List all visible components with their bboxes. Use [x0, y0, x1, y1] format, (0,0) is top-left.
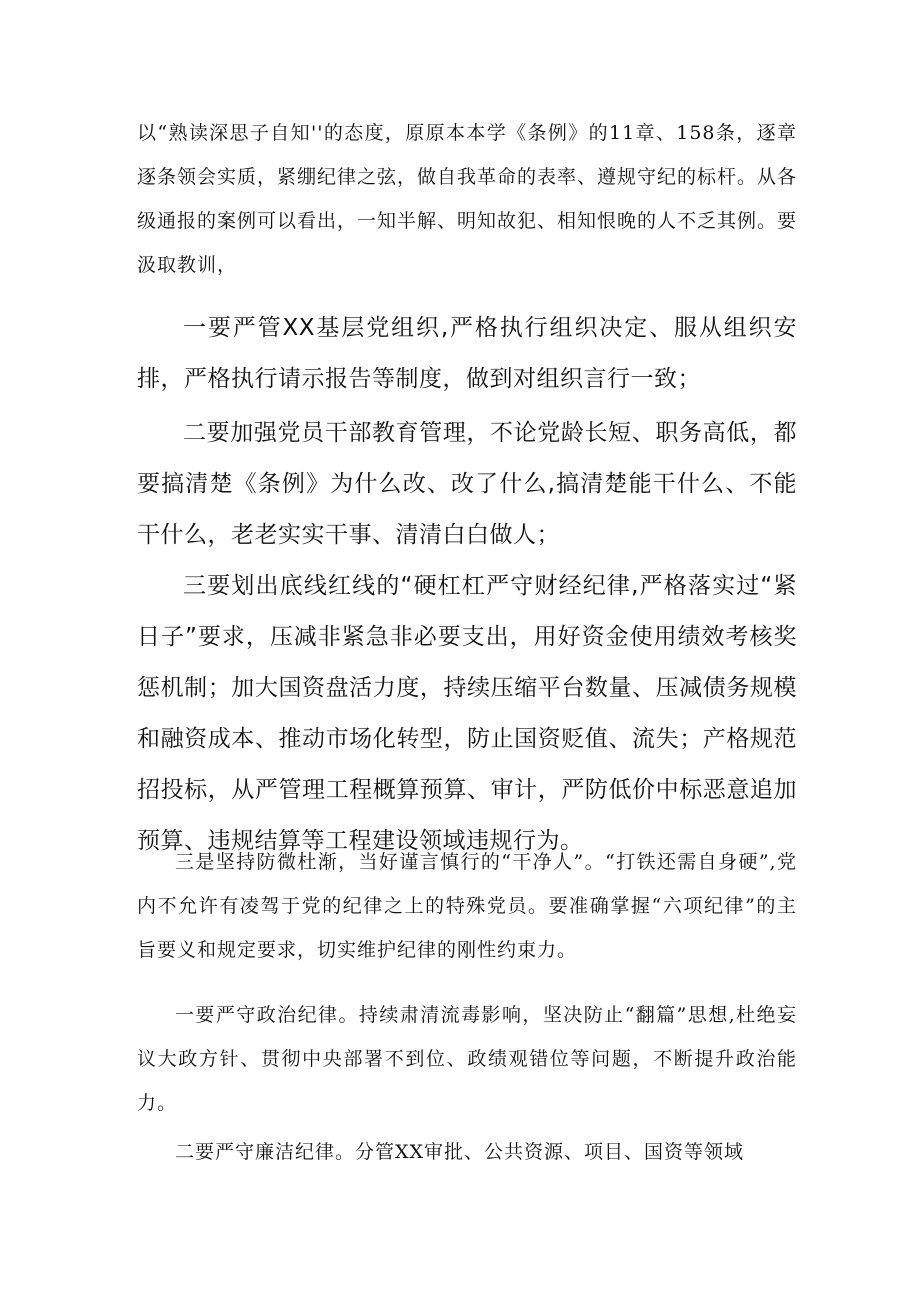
- paragraph-point-one-organization: 一要严管XX基层党组织,严格执行组织决定、服从组织安排，严格执行请示报告等制度，做到对组织言行一致；: [137, 315, 797, 392]
- paragraph-section-three: 三是坚持防微杜渐，当好谨言慎行的“干净人”。“打铁还需自身硬”,党内不允许有凌驾于党的纪律之上的特殊党员。要准确掌握“六项纪律”的主旨要义和规定要求，切实维护纪律的刚性约束力。: [137, 851, 797, 961]
- paragraph-point-three-redline: 三要划出底线红线的“硬杠杠严守财经纪律,严格落实过“紧日子”要求，压减非紧急非必要支出，用好资金使用绩效考核奖惩机制；加大国资盘活力度，持续压缩平台数量、压减债务规模和融资成本、推动市场化转型，防止国资贬值、流失；产格规范招投标，从严管理工程概算预算、审计，严防低价中标恶意追加预算、违规结算等工程建设领域违规行为。: [137, 573, 797, 854]
- paragraph-integrity-discipline: 二要严守廉洁纪律。分管XX审批、公共资源、项目、国资等领域: [175, 1141, 745, 1163]
- paragraph-study-regulations: 以“熟读深思子自知''的态度，原原本本学《条例》的11章、158条，逐章逐条领会实质，紧绷纪律之弦，做自我革命的表率、遵规守纪的标杆。从各级通报的案例可以看出，一知半解、明知故犯、相知恨晚的人不乏其例。要汲取教训，: [137, 122, 798, 276]
- paragraph-point-two-education: 二要加强党员干部教育管理，不论党龄长短、职务高低，都要搞清楚《条例》为什么改、改了什么,搞清楚能干什么、不能干什么，老老实实干事、清清白白做人；: [137, 420, 797, 548]
- paragraph-political-discipline: 一要严守政治纪律。持续肃清流毒影响，坚决防止“翻篇”思想,杜绝妄议大政方针、贯彻中央部署不到位、政绩观错位等问题，不断提升政治能力。: [137, 1004, 797, 1114]
